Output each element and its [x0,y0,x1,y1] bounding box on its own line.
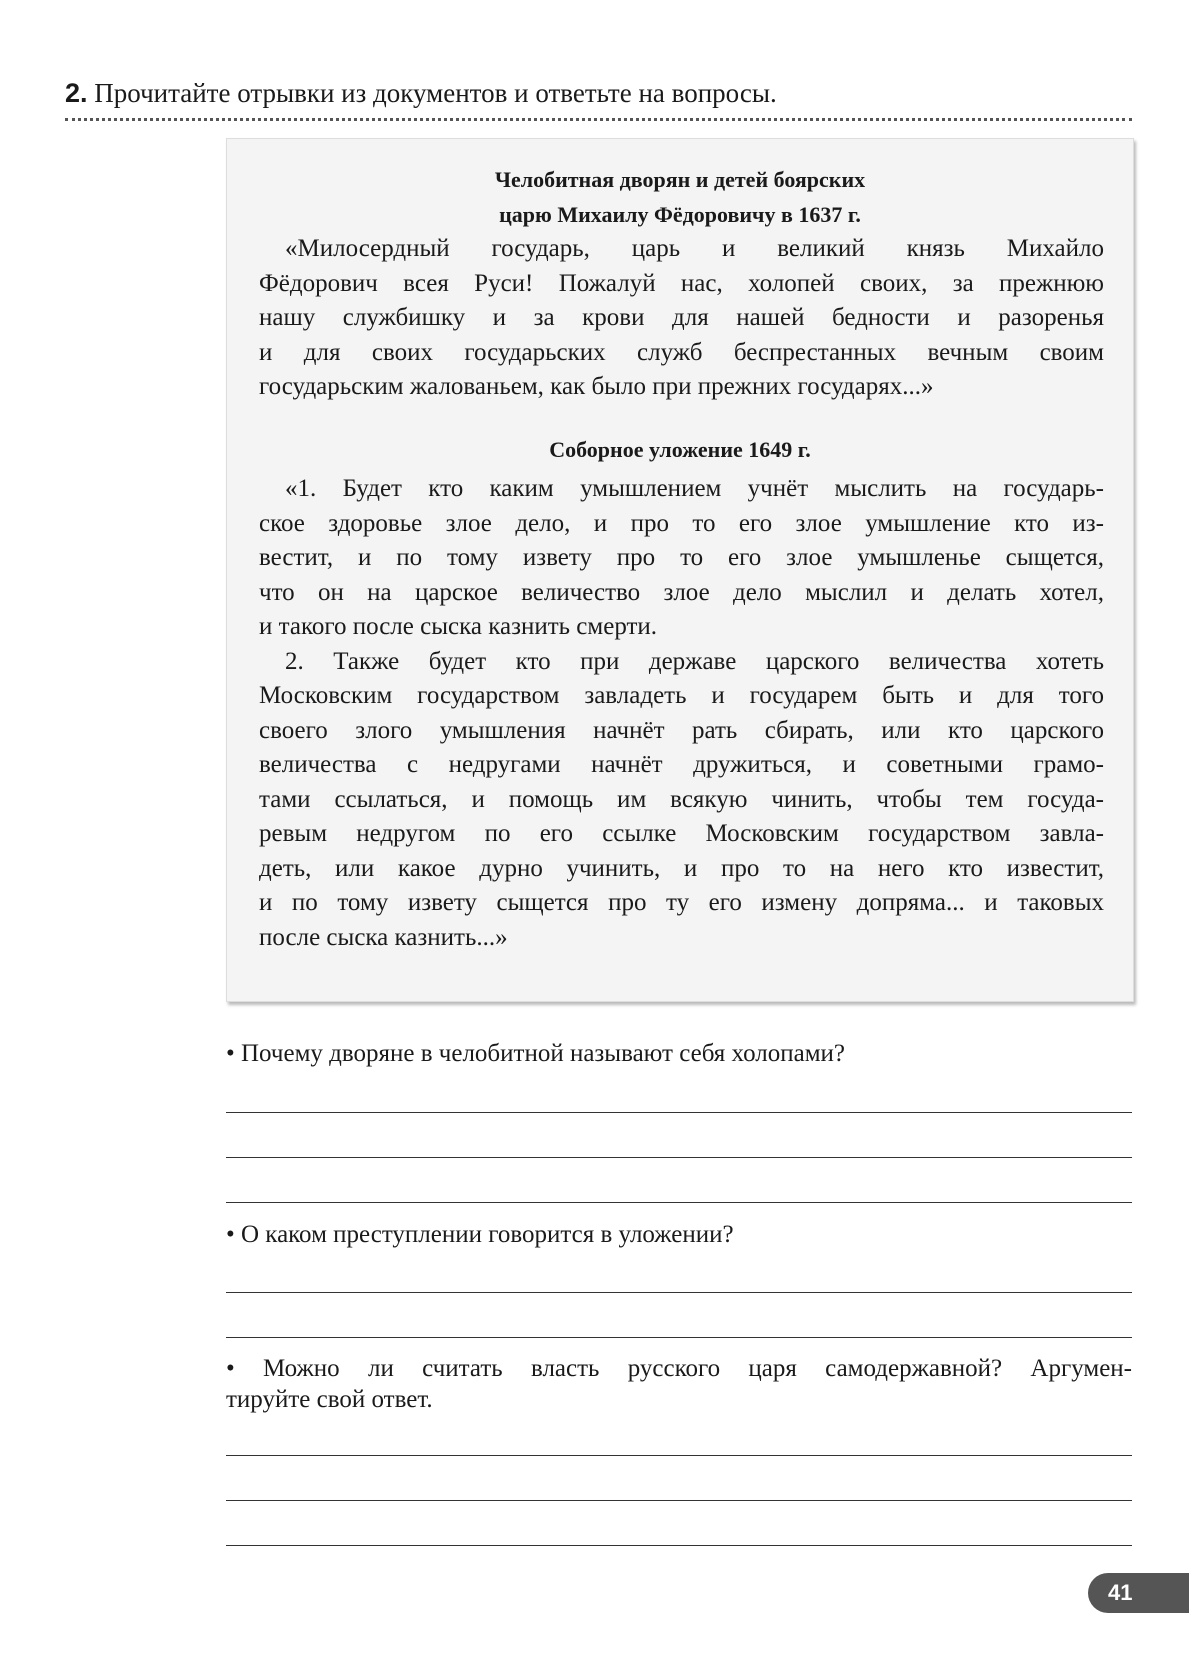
question-1: • Почему дворяне в челобитной называют себя холопами? [226,1040,846,1067]
doc-text-line: что он на царское величество злое дело мыслил и делать хотел, [259,578,1104,606]
doc-text-line: и такого после сыска казнить смерти. [259,613,658,640]
doc-text-line: нашу службишку и за крови для нашей бедности и разоренья [259,304,1104,331]
question-2: • О каком преступлении говорится в уложении? [226,1221,734,1248]
page-number: 41 [1088,1573,1189,1613]
doc-text-line: 2. Также будет кто при державе царского величества хотеть [285,647,1104,675]
doc-text-line: величества с недругами начнёт дружиться, и советными грамо- [259,751,1104,778]
answer-line[interactable] [226,1202,1132,1203]
doc-text-line: тами ссылаться, и помощь им всякую чинить, чтобы тем госуда- [259,785,1104,813]
doc2-title: Соборное уложение 1649 г. [549,437,811,462]
doc-text-line: вестит, и по тому извету про то его злое умышленье сыщется, [259,544,1104,571]
doc-text-line: Фёдорович всея Руси! Пожалуй нас, холопей своих, за прежнюю [259,269,1104,297]
doc-text-line: Московским государством завладеть и государем быть и для того [259,682,1104,709]
question-3: • Можно ли считать власть русского царя самодержавной? Аргумен- [226,1355,1132,1382]
task-number: 2. [65,78,88,108]
answer-line[interactable] [226,1545,1132,1546]
doc1-title: царю Михаилу Фёдоровичу в 1637 г. [499,202,861,227]
task-text: Прочитайте отрывки из документов и ответьте на вопросы. [94,78,777,108]
doc-text-line: государьским жалованьем, как было при прежних государях...» [259,373,934,400]
doc1-title: Челобитная дворян и детей боярских [494,167,866,192]
answer-line[interactable] [226,1292,1132,1293]
dotted-divider [65,118,1132,121]
doc-text-line: «Милосердный государь, царь и великий князь Михайло [285,235,1104,262]
doc-text-line: деть, или какое дурно учинить, и про то на него кто известит, [259,854,1104,882]
doc-text-line: после сыска казнить...» [259,923,508,951]
doc-text-line: «1. Будет кто каким умышлением учнёт мыслить на государь- [285,475,1104,502]
task-heading [65,78,777,109]
answer-line[interactable] [226,1157,1132,1158]
doc-text-line: ревым недругом по его ссылке Московским государством завла- [259,820,1104,847]
answer-line[interactable] [226,1455,1132,1456]
question-3-cont: тируйте свой ответ. [226,1386,433,1413]
answer-line[interactable] [226,1337,1132,1338]
answer-line[interactable] [226,1500,1132,1501]
answer-line[interactable] [226,1112,1132,1113]
doc-text-line: своего злого умышления начнёт рать сбирать, или кто царского [259,716,1104,744]
doc-text-line: и по тому извету сыщется про ту его измену допряма... и таковых [259,889,1104,916]
documents-box [226,138,1134,1002]
doc-text-line: и для своих государьских служб беспрестанных вечным своим [259,338,1104,366]
doc-text-line: ское здоровье злое дело, и про то его злое умышление кто из- [259,509,1104,537]
